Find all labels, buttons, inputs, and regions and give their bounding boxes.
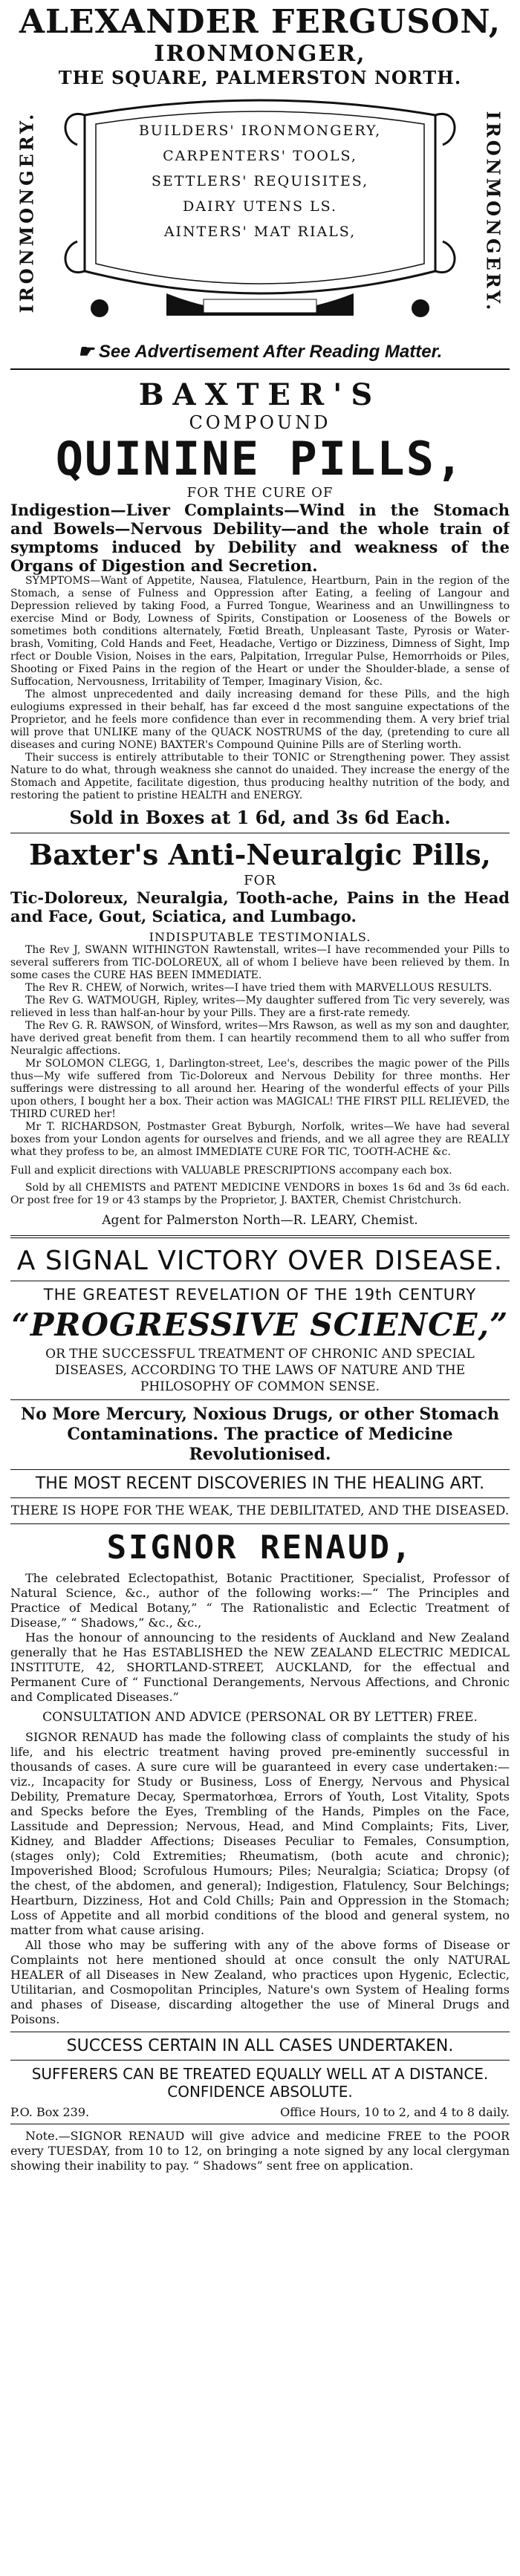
cure-of-label: FOR THE CURE OF bbox=[186, 485, 334, 501]
anti-neuralgic-advert bbox=[10, 838, 510, 1228]
ferguson-advert bbox=[10, 3, 510, 362]
quinine-symptoms: SYMPTOMS—Want of Appetite, Nausea, Flatulence, Heartburn, Pain in the region of the Stomach, a sense of Fulness and Oppression after Eating, a feeling of Langour and Depression relieved by taking Food, a Furred Tongue, Weariness and an Unwillingness to exercise Mind or Body, Lowness of Spirits, Constipation or Looseness of the Bowels or sometimes both conditions alternately, Fœtid Breath, Unpleasant Taste, Pyrosis or Water-brash, Vomiting, Cold Hands and Feet, Headache, Vertigo or Dizziness, Dimness of Sight, Imp rfect or Double Vision, Noises in the ears, Palpitation, Irregular Pulse, Hemorrhoids or Piles, Shooting or Fixed Pains in the region of the Heart or under the Shoulder-blade, a sense of Suffocation, Nervousness, Irritability of Temper, Imaginary Vision, &c. bbox=[10, 575, 510, 688]
consultation-line: CONSULTATION AND ADVICE (PERSONAL OR BY LETTER) FREE. bbox=[42, 1710, 478, 1725]
renaud-bio: The celebrated Eclectopathist, Botanic Practitioner, Specialist, Professor of Natural Science, &c., author of the following works:—“ The Principles and Practice of Medical Botany,” “ The Rationalistic and Eclectic Treatment of Disease,” “ Shadows,” &c., &c., bbox=[10, 1571, 510, 1630]
no-more-mercury: No More Mercury, Noxious Drugs, or other Stomach Contaminations. The practice of Medicine Revolutionised. bbox=[20, 1405, 499, 1464]
divider bbox=[10, 1399, 510, 1400]
anti-indications: Tic-Doloreux, Neuralgia, Tooth-ache, Pains in the Head and Face, Gout, Sciatica, and Lumbago. bbox=[10, 888, 510, 926]
baxter-compound: COMPOUND bbox=[189, 412, 331, 433]
ferguson-ornament-box bbox=[10, 93, 510, 338]
testimonial: Mr SOLOMON CLEGG, 1, Darlington-street, Lee's, describes the magic power of the Pills thus—My wife suffered from Tic-Doloreux and Nervous Debility for three months. Her sufferings were distressing to all around her. Hearing of the wonderful effects of your Pills upon others, I bought her a box. Their action was MAGICAL! THE FIRST PILL RELIEVED, the THIRD CURED her! bbox=[10, 1058, 510, 1120]
ferguson-side-right: IRONMONGERY. bbox=[482, 111, 504, 313]
quinine-pills-title: QUININE PILLS, bbox=[55, 432, 465, 486]
treated-at-distance: SUFFERERS CAN BE TREATED EQUALLY WELL AT A DISTANCE. CONFIDENCE ABSOLUTE. bbox=[31, 2065, 489, 2101]
signor-renaud-name: SIGNOR RENAUD, bbox=[106, 1529, 414, 1567]
quinine-price: Sold in Boxes at 1 6d, and 3s 6d Each. bbox=[69, 807, 451, 828]
testimonials-heading: INDISPUTABLE TESTIMONIALS. bbox=[149, 930, 371, 944]
hope-line: THERE IS HOPE FOR THE WEAK, THE DEBILITATED, AND THE DISEASED. bbox=[10, 1503, 510, 1518]
divider bbox=[10, 1469, 510, 1470]
divider bbox=[10, 1523, 510, 1524]
ferguson-address: THE SQUARE, PALMERSTON NORTH. bbox=[58, 67, 462, 88]
ferguson-side-left: IRONMONGERY. bbox=[16, 111, 38, 313]
renaud-all-those: All those who may be suffering with any of the above forms of Disease or Complaints not here mentioned should at once consult the only NATURAL HEALER of all Diseases in New Zealand, who practices upon Hygenic, Eclectic, Utilitarian, and Cosmopolitan Principles, Nature's own System of Healing forms and phases of Disease, discarding altogether the use of Mineral Drugs and Poisons. bbox=[10, 1938, 510, 2026]
ferguson-item: DAIRY UTENS LS. bbox=[183, 198, 337, 215]
po-box: P.O. Box 239. bbox=[10, 2105, 90, 2119]
newspaper-column bbox=[10, 0, 510, 2576]
success-certain: SUCCESS CERTAIN IN ALL CASES UNDERTAKEN. bbox=[66, 2037, 454, 2055]
baxter-name: BAXTER'S bbox=[138, 377, 382, 412]
anti-directions: Full and explicit directions with VALUABLE PRESCRIPTIONS accompany each box. bbox=[10, 1165, 452, 1177]
ferguson-item: SETTLERS' REQUISITES, bbox=[151, 173, 369, 189]
anti-vendors: Sold by all CHEMISTS and PATENT MEDICINE VENDORS in boxes 1s 6d and 3s 6d each. Or post free for 19 or 43 stamps by the Proprietor, J. BAXTER, Chemist Christchurch. bbox=[10, 1182, 510, 1206]
anti-for-label: FOR bbox=[244, 873, 276, 888]
recent-discoveries: THE MOST RECENT DISCOVERIES IN THE HEALING ART. bbox=[35, 1474, 485, 1493]
ferguson-item: AINTERS' MAT RIALS, bbox=[163, 224, 357, 240]
ferguson-name: ALEXANDER FERGUSON, bbox=[19, 3, 501, 41]
quinine-demand: The almost unprecedented and daily increasing demand for these Pills, and the high eulogiums expressed in their behalf, has far exceed d the most sanguine expectations of the Proprietor, and he feels more confidence than ever in recommending them. A very brief trial will prove that UNLIKE many of the QUACK NOSTRUMS of the day, (pretending to cure all diseases and curing NONE) BAXTER's Compound Quinine Pills are of Sterling worth. bbox=[10, 689, 510, 751]
testimonial: Mr T. RICHARDSON, Postmaster Great Byburgh, Norfolk, writes—We have had several boxes from your London agents for ourselves and friends, and we all agree they are REALLY what they profess to be, an almost IMMEDIATE CURE FOR TIC, TOOTH-ACHE &c. bbox=[10, 1121, 510, 1158]
divider bbox=[10, 1235, 510, 1238]
quinine-indications: Indigestion—Liver Complaints—Wind in the Stomach and Bowels—Nervous Debility—and the whole train of symptoms induced by Debility and weakness of the Organs of Digestion and Secretion. bbox=[10, 501, 510, 575]
baxter-quinine-advert bbox=[10, 377, 510, 828]
progressive-science-title: “PROGRESSIVE SCIENCE,” bbox=[11, 1307, 509, 1343]
testimonial: The Rev G. R. RAWSON, of Winsford, writes—Mrs Rawson, as well as my son and daughter, have derived great benefit from them. I can heartily recommend them to all who suffer from Neuralgic affections. bbox=[10, 1020, 510, 1057]
renaud-advert bbox=[10, 1246, 510, 2173]
pointing-hand-icon: ☛ bbox=[77, 342, 94, 362]
testimonial: The Rev R. CHEW, of Norwich, writes—I have tried them with MARVELLOUS RESULTS. bbox=[25, 982, 493, 994]
ferguson-items bbox=[100, 118, 420, 244]
signal-victory-headline: A SIGNAL VICTORY OVER DISEASE. bbox=[16, 1246, 504, 1276]
ferguson-item: CARPENTERS' TOOLS, bbox=[163, 148, 357, 164]
divider bbox=[10, 1497, 510, 1498]
renaud-study: SIGNOR RENAUD has made the following class of complaints the study of his life, and his electric treatment having proved pre-eminently successful in thousands of cases. A sure cure will be guaranteed in every case undertaken:—viz., Incapacity for Study or Business, Loss of Energy, Nervous and Physical Debility, Premature Decay, Spermatorhœa, Errors of Youth, Lost Vitality, Spots and Specks before the Eyes, Trembling of the Hands, Pimples on the Face, Lassitude and Depression; Nervous, Head, and Mind Complaints; Fits, Liver, Kidney, and Bladder Affections; Diseases Peculiar to Females, Consumption, (stages only); Cold Extremities; Rheumatism, (both acute and chronic); Impoverished Blood; Scrofulous Humours; Piles; Neuralgia; Sciatica; Dropsy (of the chest, of the abdomen, and general); Indigestion, Flatulency, Sour Belchings; Heartburn, Dizziness, Hot and Cold Chills; Pain and Oppression in the Stomach; Loss of Appetite and all morbid conditions of the blood and general system, no matter from what cause arising. bbox=[10, 1730, 510, 1937]
divider bbox=[10, 2060, 510, 2061]
agent-line: Agent for Palmerston North—R. LEARY, Chemist. bbox=[102, 1213, 418, 1228]
office-hours: Office Hours, 10 to 2, and 4 to 8 daily. bbox=[280, 2105, 510, 2119]
divider bbox=[10, 368, 510, 370]
revelation-line: THE GREATEST REVELATION OF THE 19th CENTURY bbox=[43, 1286, 477, 1304]
contact-line bbox=[10, 2105, 510, 2119]
ferguson-notice: ☛ See Advertisement After Reading Matter. bbox=[77, 342, 443, 362]
quinine-success: Their success is entirely attributable to their TONIC or Strengthening power. They assist Nature to do what, through weakness she cannot do unaided. They increase the energy of the Stomach and Appetite, facilitate digestion, thus producing healthy nutrition of the body, and restoring the patient to pristine HEALTH and ENERGY. bbox=[10, 752, 510, 801]
ferguson-item: BUILDERS' IRONMONGERY, bbox=[138, 123, 382, 139]
successful-treatment: OR THE SUCCESSFUL TREATMENT OF CHRONIC AND SPECIAL DISEASES, ACCORDING TO THE LAWS OF NATURE AND THE PHILOSOPHY OF COMMON SENSE. bbox=[45, 1347, 475, 1394]
testimonial: The Rev J, SWANN WITHINGTON Rawtenstall, writes—I have recommended your Pills to several sufferers from TIC-DOLOREUX, all of whom I believe have been relieved by them. In some cases the CURE HAS BEEN IMMEDIATE. bbox=[10, 944, 510, 981]
renaud-note: Note.—SIGNOR RENAUD will give advice and medicine FREE to the POOR every TUESDAY, from 10 to 12, on bringing a note signed by any local clergyman showing their inability to pay. “ Shadows” sent free on application. bbox=[10, 2129, 510, 2173]
ferguson-trade: IRONMONGER, bbox=[154, 41, 366, 67]
testimonial: The Rev G. WATMOUGH, Ripley, writes—My daughter suffered from Tic very severely, was relieved in less than half-an-hour by your Pills. They are a first-rate remedy. bbox=[10, 995, 510, 1019]
renaud-honour: Has the honour of announcing to the residents of Auckland and New Zealand generally that he Has ESTABLISHED the NEW ZEALAND ELECTRIC MEDICAL INSTITUTE, 42, SHORTLAND-STREET, AUCKLAND, for the effectual and Permanent Cure of “ Functional Derangements, Nervous Affections, and Chronic and Complicated Diseases.” bbox=[10, 1630, 510, 1704]
anti-neuralgic-title: Baxter's Anti-Neuralgic Pills, bbox=[29, 838, 491, 871]
